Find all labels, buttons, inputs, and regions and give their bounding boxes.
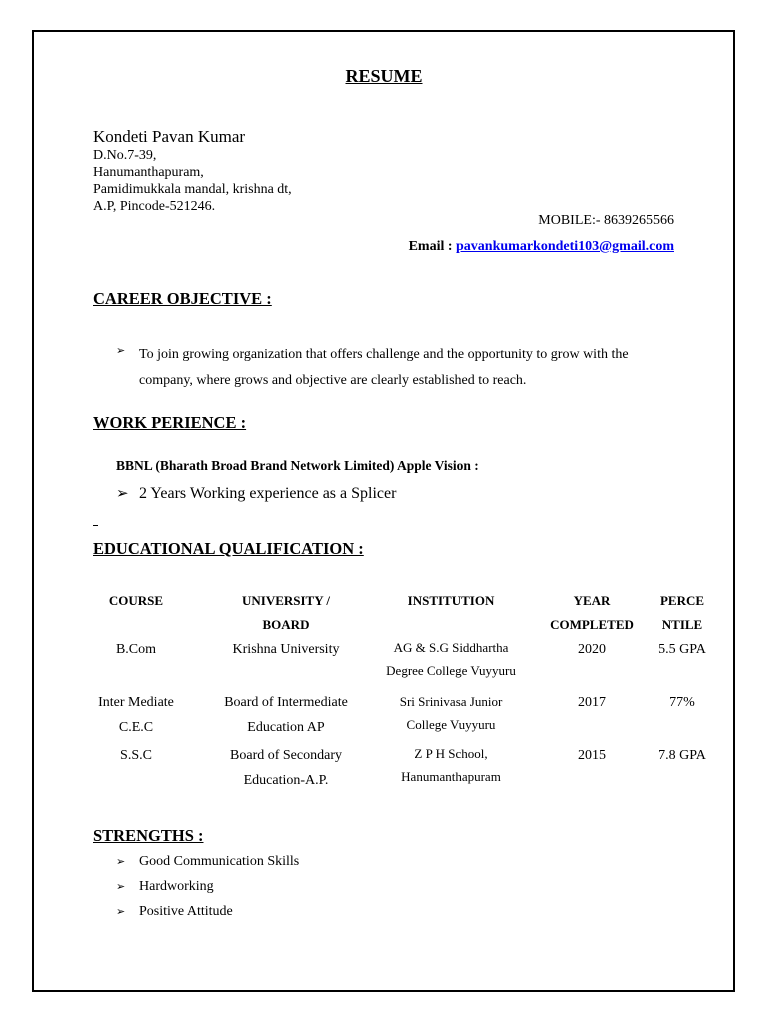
strength-text: Positive Attitude: [139, 904, 233, 919]
th-percentile: PERCE NTILE: [659, 593, 705, 632]
table-cell-course: B.Com: [115, 642, 157, 657]
arrowhead-bullet-icon: ➢: [116, 484, 129, 502]
email-link[interactable]: pavankumarkondeti103@gmail.com: [456, 239, 674, 254]
arrowhead-bullet-icon: ➢: [116, 880, 126, 893]
address-line: A.P, Pincode-521246.: [93, 199, 216, 214]
email-line: [409, 239, 674, 255]
table-cell-institution: Sri Srinivasa Junior College Vuyyuru: [399, 694, 503, 732]
address-line: Hanumanthapuram,: [93, 165, 204, 180]
table-cell-percentile: 5.5 GPA: [658, 642, 706, 657]
career-objective-heading: CAREER OBJECTIVE :: [93, 289, 272, 308]
table-cell-board: Krishna University: [232, 642, 340, 657]
education-heading: EDUCATIONAL QUALIFICATION :: [93, 539, 364, 558]
strength-text: Good Communication Skills: [139, 854, 300, 869]
table-cell-board: Board of Secondary Education-A.P.: [230, 748, 342, 788]
table-cell-board: Board of Intermediate Education AP: [224, 695, 348, 735]
work-experience-heading: WORK PERIENCE :: [93, 413, 247, 432]
experience-item: [116, 484, 396, 503]
arrowhead-bullet-icon: ➢: [116, 855, 126, 868]
strengths-heading: STRENGTHS :: [93, 826, 204, 845]
table-cell-percentile: 77%: [669, 695, 695, 710]
table-cell-year: 2015: [578, 748, 606, 763]
table-cell-institution: Z P H School, Hanumanthapuram: [401, 746, 501, 784]
email-label: Email :: [408, 239, 457, 254]
list-item: [116, 854, 299, 870]
stray-underline: [93, 525, 98, 526]
objective-text: To join growing organization that offers challenge and the opportunity to grow with the company, where grows and objective are clearly established to reach.: [139, 347, 629, 388]
experience-text: 2 Years Working experience as a Splicer: [139, 485, 397, 502]
arrowhead-bullet-icon: ➢: [116, 905, 126, 918]
table-cell-year: 2020: [578, 642, 606, 657]
table-cell-year: 2017: [578, 695, 606, 710]
th-institution: INSTITUTION: [407, 593, 495, 608]
resume-title: RESUME: [345, 66, 423, 86]
objective-bullet: [116, 343, 139, 359]
company-name: BBNL (Bharath Broad Brand Network Limited) Apple Vision :: [116, 458, 479, 473]
table-cell-institution: AG & S.G Siddhartha Degree College Vuyyuru: [386, 640, 516, 678]
address-block: [93, 147, 292, 215]
th-course: COURSE: [108, 593, 164, 608]
list-item: [116, 904, 233, 920]
table-cell-course: S.S.C: [120, 748, 152, 763]
table-cell-percentile: 7.8 GPA: [658, 748, 706, 763]
arrowhead-bullet-icon: ➢: [116, 344, 126, 357]
mobile-number: MOBILE:- 8639265566: [538, 213, 674, 228]
th-year: YEAR COMPLETED: [550, 593, 634, 632]
candidate-name: Kondeti Pavan Kumar: [93, 127, 246, 146]
address-line: Pamidimukkala mandal, krishna dt,: [93, 182, 292, 197]
list-item: [116, 879, 214, 895]
strength-text: Hardworking: [139, 879, 214, 894]
address-line: D.No.7-39,: [93, 148, 157, 163]
th-university: UNIVERSITY / BOARD: [241, 593, 330, 632]
table-cell-course: Inter Mediate C.E.C: [98, 695, 174, 735]
